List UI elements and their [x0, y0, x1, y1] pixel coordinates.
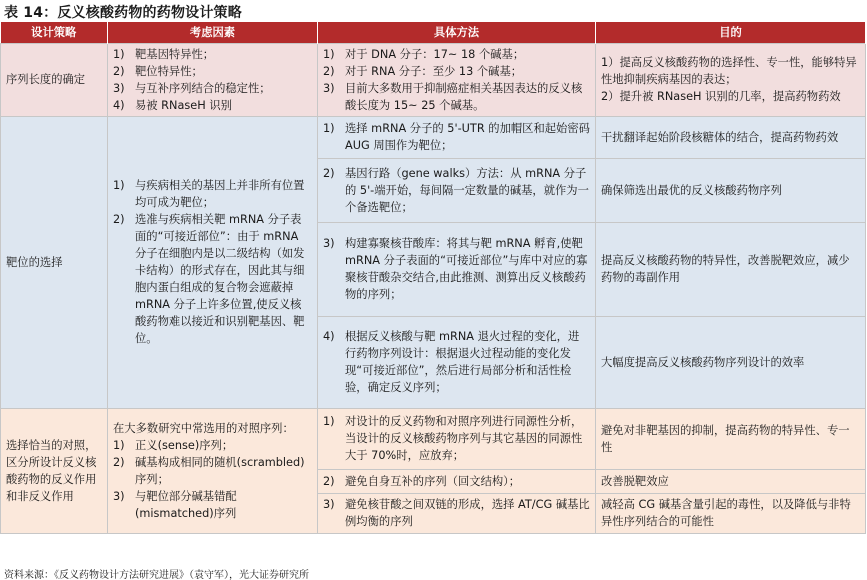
methods-cell	[318, 158, 596, 222]
source-note: 资料来源：《反义药物设计方法研究进展》（袁守军），光大证券研究所	[4, 570, 309, 580]
header-cell-factors: 考虑因素	[108, 22, 318, 43]
strategy-cell: 序列长度的确定	[1, 43, 108, 116]
table-title: 表 14：反义核酸药物的药物设计策略	[4, 5, 242, 21]
purpose-cell: 确保筛选出最优的反义核酸药物序列	[596, 158, 866, 222]
header-cell-purpose: 目的	[596, 22, 866, 43]
list-item: 2) 选准与疾病相关靶 mRNA 分子表面的“可接近部位”：由于 mRNA 分子在细胞内是以二级结构（如发卡结构）的形式存在，因此其与细胞内蛋白组成的复合物会遮蔽掉 mRNA 分子上许多位置,使反义核酸药物难以接近和识别靶基因、靶位。	[113, 213, 305, 345]
list-item: 3) 避免核苷酸之间双链的形成，选择 AT/CG 碱基比例均衡的序列	[323, 498, 590, 528]
purpose-cell: 减轻高 CG 碱基含量引起的毒性，以及降低与非特异性序列结合的可能性	[596, 493, 866, 533]
methods-cell	[318, 493, 596, 533]
list-item: 1) 选择 mRNA 分子的 5'-UTR 的加帽区和起始密码 AUG 周围作为靶位；	[323, 122, 590, 152]
factors-cell	[108, 116, 318, 408]
purpose-cell: 干扰翻译起始阶段核糖体的结合，提高药物药效	[596, 116, 866, 158]
methods-cell	[318, 316, 596, 408]
purpose-cell: 提高反义核酸药物的特异性，改善脱靶效应，减少药物的毒副作用	[596, 222, 866, 316]
list-item: 2) 碱基构成相同的随机(scrambled)序列；	[113, 455, 305, 486]
list-item: 4) 根据反义核酸与靶 mRNA 退火过程的变化，进行药物序列设计：根据退火过程动能的变化发现“可接近部位”，然后进行局部分析和活性检验，确定反义序列；	[323, 330, 580, 394]
list-item: 2) 基因行路（gene walks）方法：从 mRNA 分子的 5'-端开始，每间隔一定数量的碱基，就作为一个备选靶位；	[323, 166, 589, 214]
header-cell-methods: 具体方法	[318, 22, 596, 43]
strategy-cell: 靶位的选择	[1, 116, 108, 408]
list-item: 3) 与靶位部分碱基错配(mismatched)序列	[113, 489, 237, 520]
purpose-cell: 1）提高反义核酸药物的选择性、专一性，能够特异性地抑制疾病基因的表达； 2）提升被 RNaseH 识别的几率，提高药物药效	[596, 43, 866, 116]
list-item: 1) 对于 DNA 分子：17~ 18 个碱基；	[323, 47, 525, 61]
list-item: 3) 构建寡聚核苷酸库：将其与靶 mRNA 孵育,使靶 mRNA 分子表面的“可接近部位”与库中对应的寡聚核苷酸杂交结合,由此推测、测算出反义核酸药物的序列；	[323, 237, 588, 301]
list-item: 2) 避免自身互补的序列（回文结构）；	[323, 474, 521, 488]
header-cell-strategy: 设计策略	[1, 22, 108, 43]
list-item: 3) 目前大多数用于抑制癌症相关基因表达的反义核酸长度为 15~ 25 个碱基。	[323, 81, 583, 112]
table-row	[1, 116, 866, 158]
purpose-cell: 避免对非靶基因的抑制，提高药物的特异性、专一性	[596, 408, 866, 469]
list-item: 1) 靶基因特异性；	[113, 47, 215, 61]
list-item: 1) 对设计的反义药物和对照序列进行同源性分析，当设计的反义核酸药物序列与其它基因的同源性大于 70%时，应放弃；	[323, 415, 583, 462]
list-item: 2) 靶位特异性；	[113, 64, 203, 78]
list-item: 1) 正义(sense)序列；	[113, 438, 234, 452]
methods-cell	[318, 469, 596, 493]
methods-cell	[318, 222, 596, 316]
factors-intro: 在大多数研究中常选用的对照序列：	[113, 421, 294, 435]
strategy-cell: 选择恰当的对照，区分所设计反义核酸药物的反义作用和非反义作用	[1, 408, 108, 533]
table-row	[1, 43, 866, 116]
list-item: 4) 易被 RNaseH 识别	[113, 98, 232, 112]
methods-cell	[318, 116, 596, 158]
purpose-cell: 改善脱靶效应	[596, 469, 866, 493]
methods-cell	[318, 43, 596, 116]
table-row	[1, 408, 866, 469]
list-item: 1) 与疾病相关的基因上并非所有位置均可成为靶位；	[113, 179, 305, 209]
header-row	[1, 22, 866, 43]
list-item: 2) 对于 RNA 分子：至少 13 个碱基；	[323, 64, 523, 78]
methods-cell	[318, 408, 596, 469]
factors-cell	[108, 408, 318, 533]
purpose-cell: 大幅度提高反义核酸药物序列设计的效率	[596, 316, 866, 408]
strategy-table	[0, 22, 866, 534]
factors-cell	[108, 43, 318, 116]
list-item: 3) 与互补序列结合的稳定性；	[113, 81, 271, 95]
